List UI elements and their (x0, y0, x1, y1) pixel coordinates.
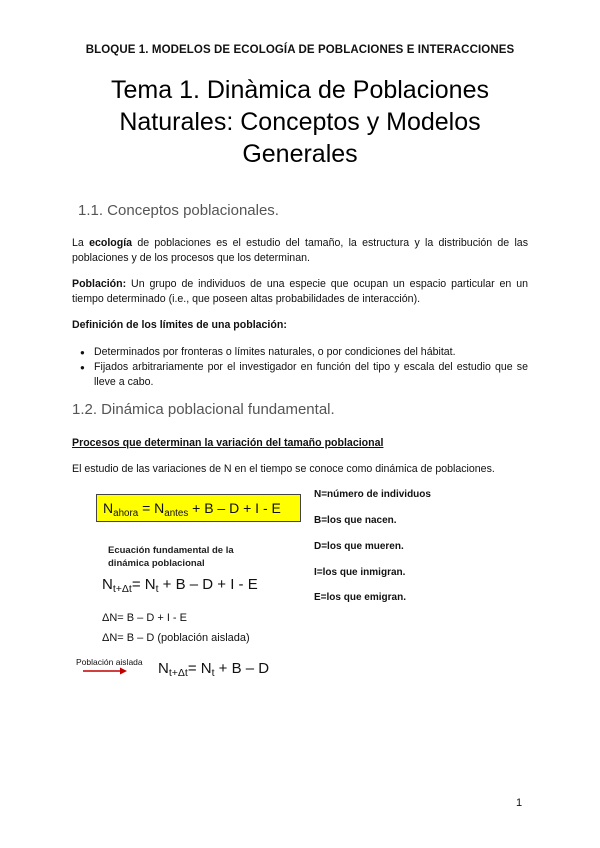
section-heading-1-1: 1.1. Conceptos poblacionales. (78, 202, 279, 219)
eq-terms: + B – D (214, 660, 270, 677)
eq-terms: + B – D + I - E (188, 500, 281, 516)
isolated-label: Población aislada (76, 657, 143, 667)
eq-symbol: = N (131, 576, 156, 593)
list-item: ● Determinados por fronteras o límites naturales, o por condiciones del hábitat. (72, 345, 528, 360)
eq-symbol: = N (138, 500, 165, 516)
figure-caption (108, 544, 234, 570)
eq-subscript: antes (164, 508, 189, 519)
page-number: 1 (516, 797, 523, 809)
caption-line: dinámica poblacional (108, 558, 205, 569)
highlighted-equation (96, 494, 301, 522)
eq-subscript: t (155, 583, 159, 595)
page-title: Tema 1. Dinàmica de Poblaciones Naturales: Conceptos y Modelos Generales (111, 76, 489, 168)
term-ecologia: ecología (89, 237, 133, 249)
fundamental-equation (102, 576, 258, 595)
eq-symbol: N (102, 576, 113, 593)
section-heading-1-2: 1.2. Dinámica poblacional fundamental. (72, 401, 335, 418)
legend-i: I=los que inmigran. (314, 567, 406, 578)
definition-heading: Definición de los límites de una población: (72, 319, 287, 331)
eq-symbol: N (103, 500, 114, 516)
eq-terms: + B – D + I - E (158, 576, 258, 593)
list-item: ● Fijados arbitrariamente por el investigador en función del tipo y escala del estudio que se lleve a cabo. (72, 360, 528, 390)
eq-symbol: N (158, 660, 169, 677)
eq-subscript: t+Δt (112, 583, 132, 595)
definition-list (72, 345, 528, 390)
arrow-icon (82, 666, 128, 676)
eq-subscript: t+Δt (168, 667, 188, 679)
eq-subscript: t (211, 667, 215, 679)
processes-subheading: Procesos que determinan la variación del tamaño poblacional (72, 437, 384, 449)
delta-equation: ΔN= B – D + I - E (102, 612, 187, 624)
paragraph-ecologia (72, 236, 528, 266)
eq-subscript: ahora (113, 508, 139, 519)
term-poblacion: Población: (72, 278, 127, 290)
isolated-equation (158, 660, 269, 679)
caption-line: Ecuación fundamental de la (108, 545, 234, 556)
delta-equation-isolated: ΔN= B – D (población aislada) (102, 632, 250, 644)
legend-b: B=los que nacen. (314, 515, 397, 526)
document-header: BLOQUE 1. MODELOS DE ECOLOGÍA DE POBLACIONES E INTERACCIONES (85, 44, 515, 56)
legend-e: E=los que emigran. (314, 592, 406, 603)
text-run: La (72, 237, 90, 249)
dynamics-intro: El estudio de las variaciones de N en el tiempo se conoce como dinámica de poblaciones. (72, 463, 495, 475)
eq-symbol: = N (187, 660, 212, 677)
legend-n: N=número de individuos (314, 489, 431, 500)
text-run: Un grupo de individuos de una especie que ocupan un espacio particular en un tiempo determinado (i.e., que poseen altas probabilidades de interacción). (72, 278, 528, 305)
text-run: de poblaciones es el estudio del tamaño, la estructura y la distribución de las poblaciones y de los procesos que los determinan. (72, 237, 528, 264)
paragraph-poblacion (72, 277, 528, 307)
legend-d: D=los que mueren. (314, 541, 404, 552)
